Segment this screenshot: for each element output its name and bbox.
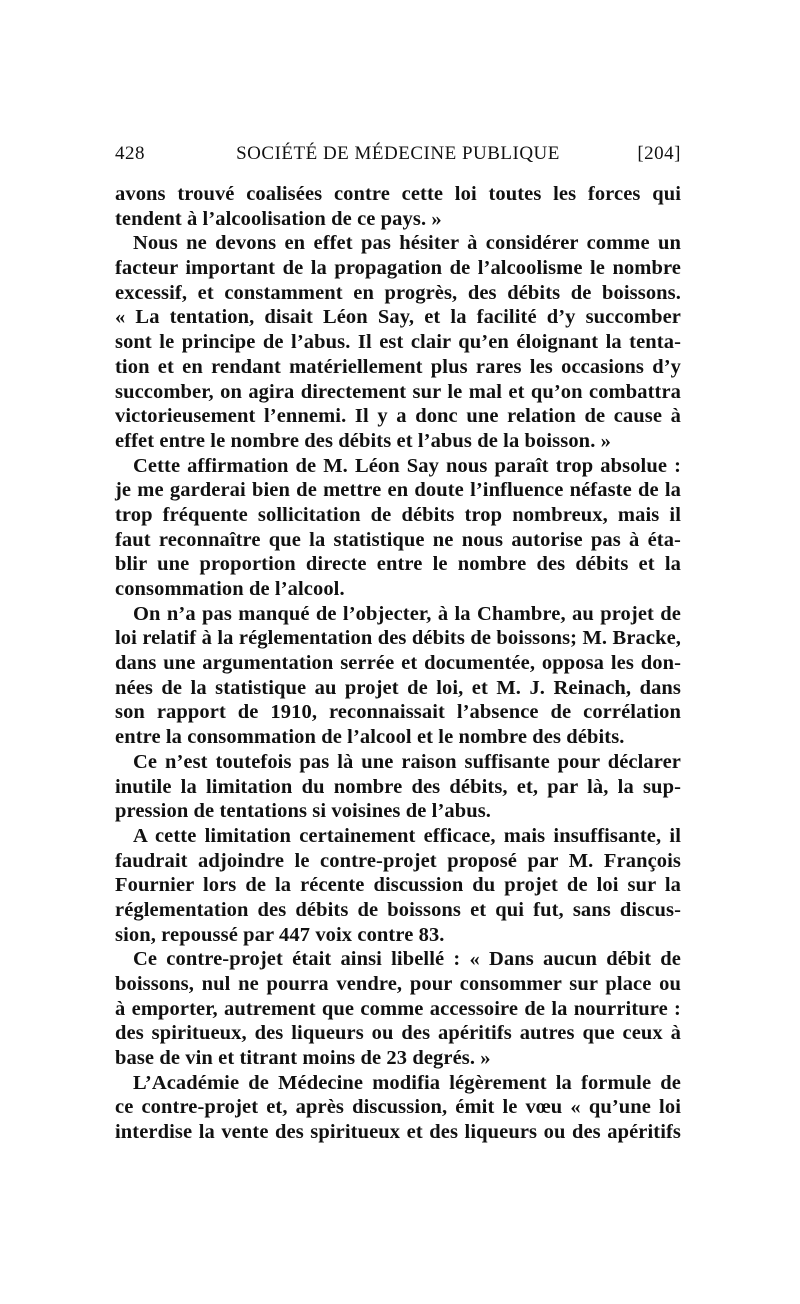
text-line: tendent à l’alcoolisation de ce pays. » [115, 207, 442, 230]
text-line: tion et en rendant matériellement plus rares les occasions d’y [115, 355, 681, 378]
text-line: Fournier lors de la récente discussion du projet de loi sur la [115, 874, 681, 897]
text-line: son rapport de 1910, reconnaissait l’absence de corrélation [115, 701, 681, 724]
text-line: sont le principe de l’abus. Il est clair qu’en éloignant la tenta- [115, 331, 681, 354]
text-line: réglementation des débits de boissons et qui fut, sans discus- [115, 898, 681, 921]
text-line: Ce n’est toutefois pas là une raison suffisante pour déclarer [133, 750, 681, 773]
text-line: sion, repoussé par 447 voix contre 83. [115, 923, 445, 946]
text-line: trop fréquente sollicitation de débits trop nombreux, mais il [115, 503, 681, 526]
text-line: On n’a pas manqué de l’objecter, à la Chambre, au projet de [133, 602, 681, 625]
text-line: entre la consommation de l’alcool et le nombre des débits. [115, 726, 625, 749]
text-line: effet entre le nombre des débits et l’abus de la boisson. » [115, 429, 611, 452]
text-line: je me garderai bien de mettre en doute l’influence néfaste de la [115, 479, 681, 502]
text-line: nées de la statistique au projet de loi, et M. J. Reinach, dans [115, 676, 681, 699]
body-text [115, 182, 681, 1145]
text-line: avons trouvé coalisées contre cette loi toutes les forces qui [115, 183, 681, 205]
running-title: SOCIÉTÉ DE MÉDECINE PUBLIQUE [236, 143, 560, 164]
text-line: loi relatif à la réglementation des débits de boissons; M. Bracke, [115, 627, 681, 650]
text-line: ce contre-projet et, après discussion, émit le vœu « qu’une loi [115, 1096, 681, 1119]
text-line: excessif, et constamment en progrès, des débits de boissons. [115, 281, 681, 304]
text-line: interdise la vente des spiritueux et des liqueurs ou des apéritifs [115, 1121, 681, 1144]
text-line: base de vin et titrant moins de 23 degrés. » [115, 1047, 491, 1070]
text-line: Nous ne devons en effet pas hésiter à considérer comme un [133, 232, 681, 255]
text-line: « La tentation, disait Léon Say, et la facilité d’y succomber [115, 306, 681, 329]
text-line: boissons, nul ne pourra vendre, pour consommer sur place ou [115, 973, 681, 995]
text-line: à emporter, autrement que comme accessoire de la nourriture : [115, 997, 681, 1020]
text-line: faut reconnaître que la statistique ne nous autorise pas à éta- [115, 528, 681, 551]
text-line: blir une proportion directe entre le nombre des débits et la [115, 553, 681, 576]
text-line: consommation de l’alcool. [115, 578, 345, 600]
text-line: Ce contre-projet était ainsi libellé : « Dans aucun débit de [133, 948, 681, 971]
text-line: dans une argumentation serrée et documentée, opposa les don- [115, 652, 681, 675]
page-header [115, 143, 681, 173]
text-line: A cette limitation certainement efficace, mais insuffisante, il [133, 824, 681, 847]
text-line: inutile la limitation du nombre des débits, et, par là, la sup- [115, 775, 681, 798]
text-line: L’Académie de Médecine modifia légèrement la formule de [133, 1071, 681, 1094]
text-line: Cette affirmation de M. Léon Say nous paraît trop absolue : [133, 454, 681, 477]
text-line: faudrait adjoindre le contre-projet proposé par M. François [115, 849, 681, 872]
text-line: facteur important de la propagation de l’alcoolisme le nombre [115, 257, 681, 280]
page-number: 428 [115, 143, 145, 164]
text-line: succomber, on agira directement sur le mal et qu’on combattra [115, 380, 681, 403]
text-line: pression de tentations si voisines de l’abus. [115, 800, 492, 823]
section-reference: [204] [637, 143, 681, 164]
text-line: victorieusement l’ennemi. Il y a donc une relation de cause à [115, 405, 681, 428]
text-line: des spiritueux, des liqueurs ou des apéritifs autres que ceux à [115, 1022, 681, 1045]
